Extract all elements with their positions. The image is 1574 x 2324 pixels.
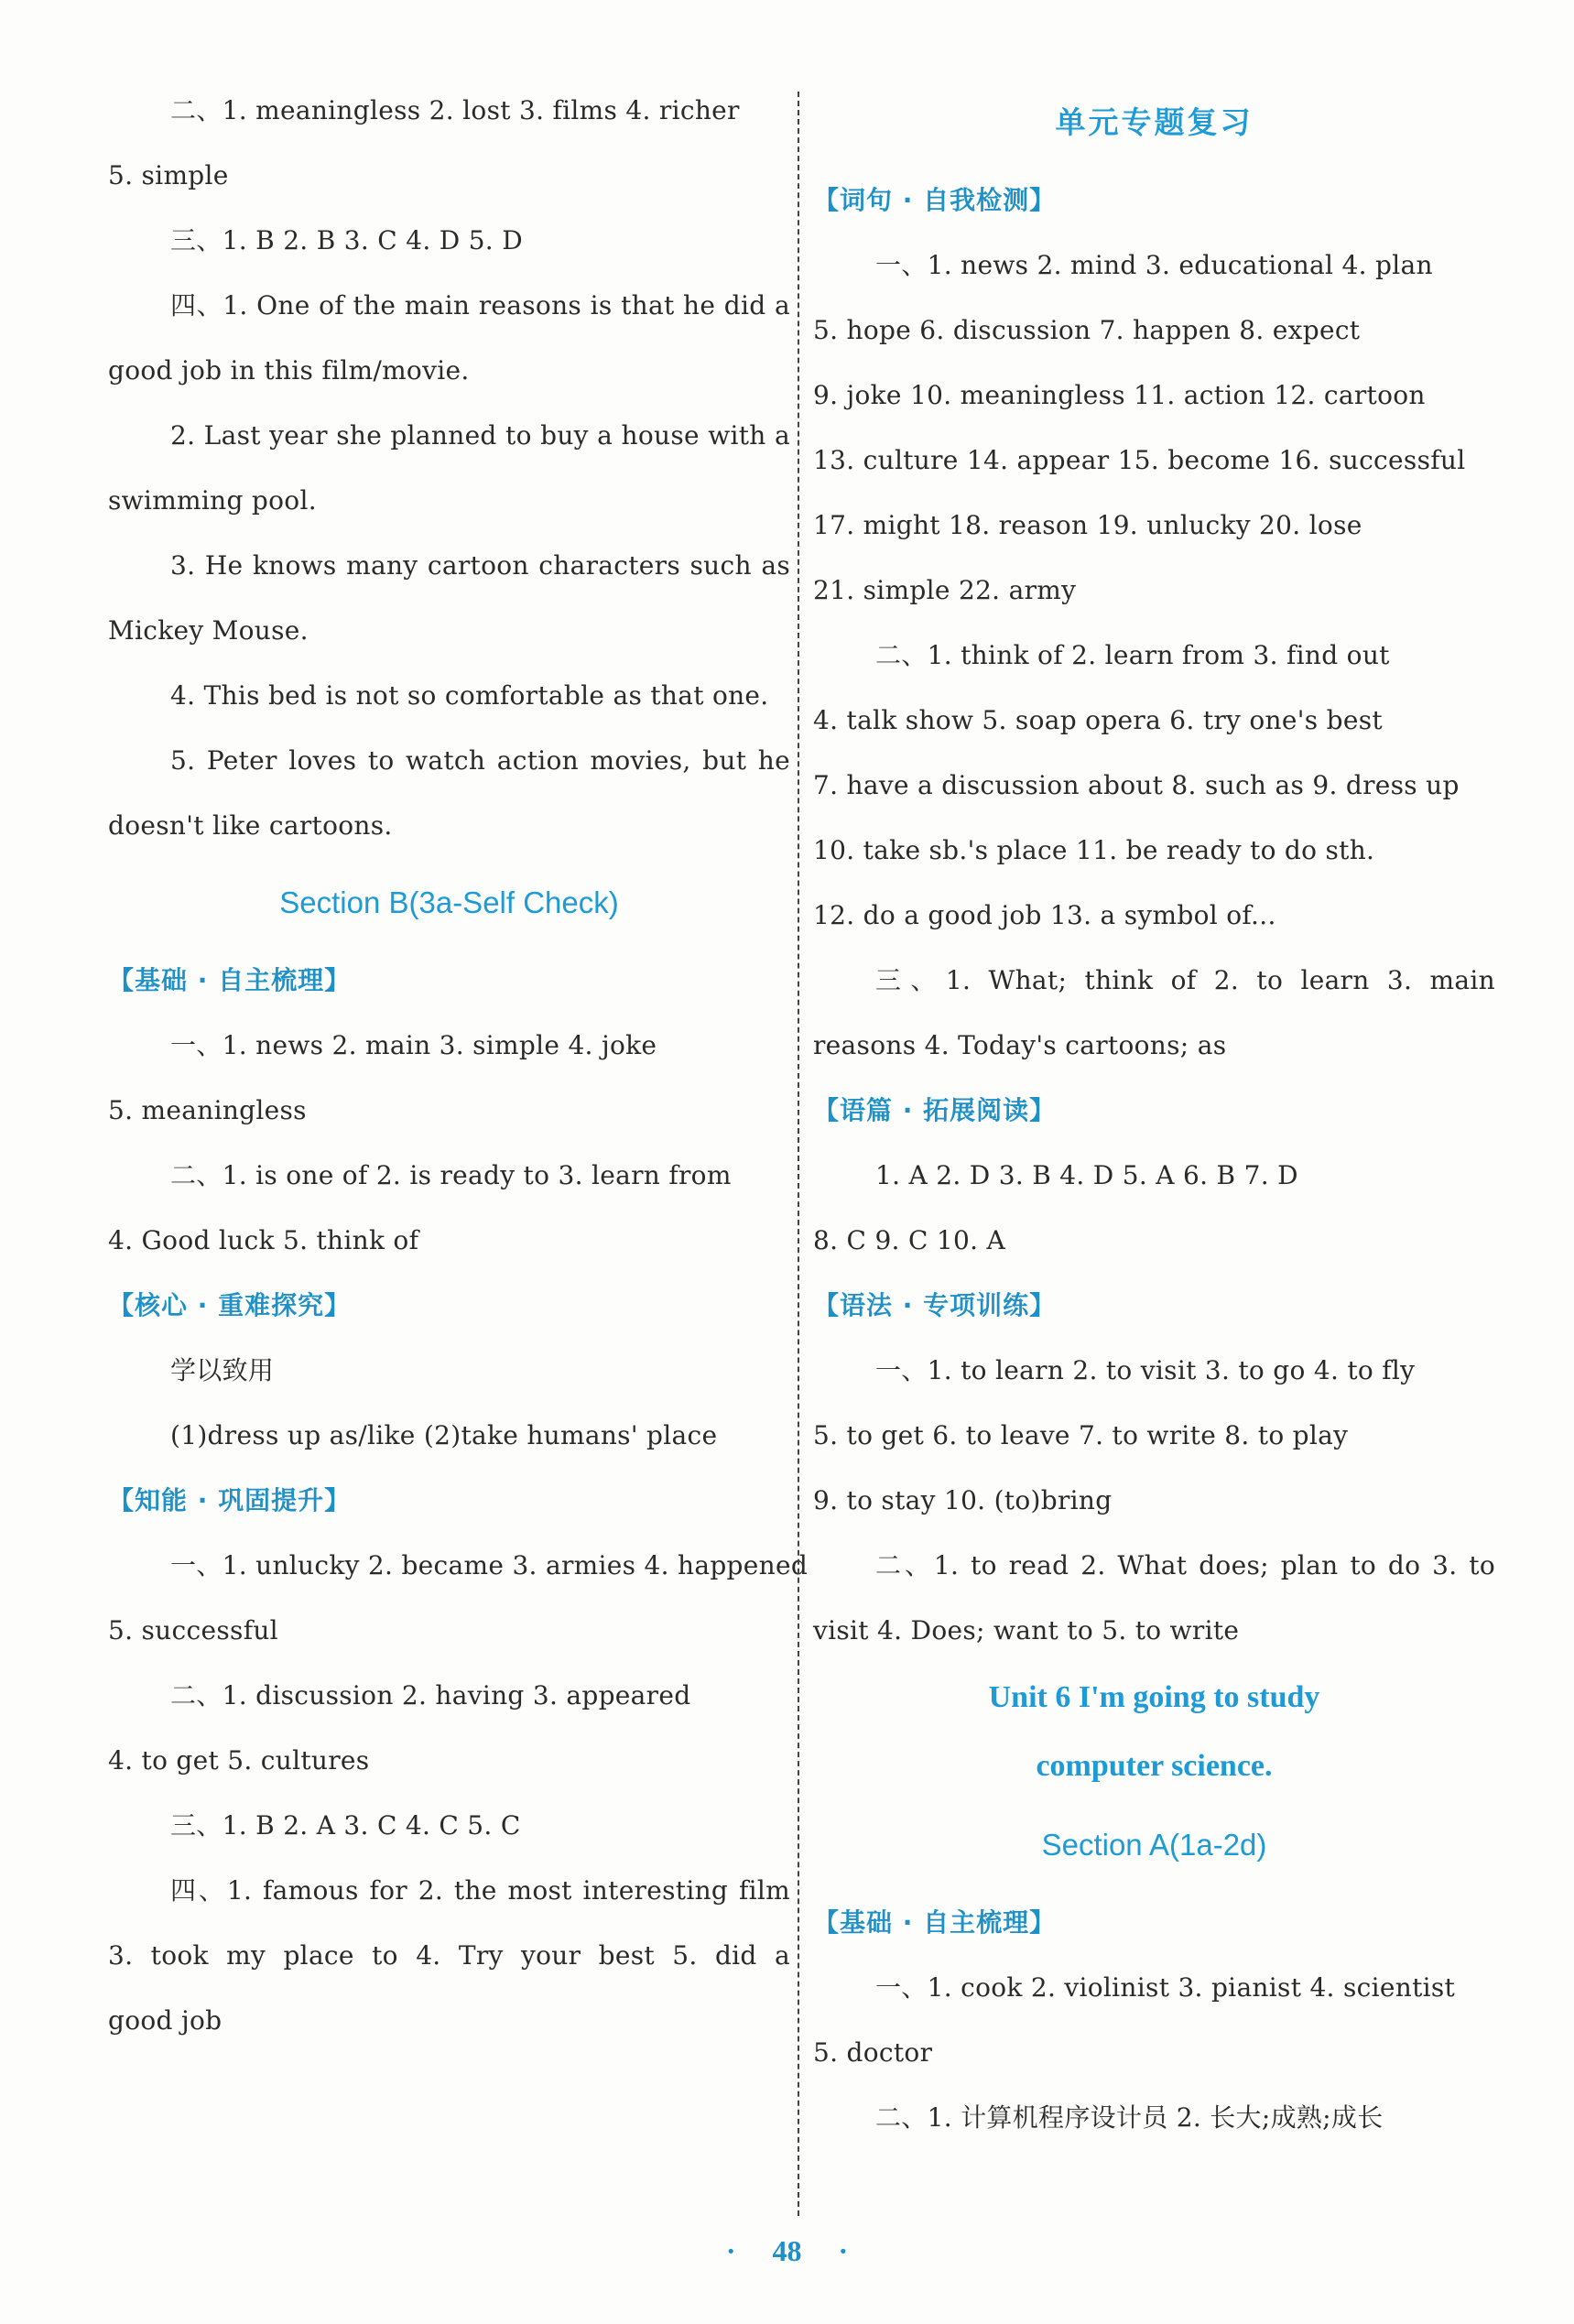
answer-line: 7. have a discussion about 8. such as 9. dress up xyxy=(813,770,1460,800)
answer-line: 5. Peter loves to watch action movies, but he xyxy=(170,745,790,776)
page-number xyxy=(0,2234,1574,2268)
page-number-value: 48 xyxy=(772,2234,802,2267)
answer-line: 9. to stay 10. (to)bring xyxy=(813,1485,1113,1515)
answer-line: good job in this film/movie. xyxy=(108,355,470,386)
answer-line: 学以致用 xyxy=(170,1355,275,1385)
answer-line: 三、1. B 2. A 3. C 4. C 5. C xyxy=(170,1810,521,1841)
answer-line: 5. to get 6. to leave 7. to write 8. to play xyxy=(813,1420,1349,1450)
left-column xyxy=(108,78,809,2053)
answer-line: 三、1. B 2. B 3. C 4. D 5. D xyxy=(170,225,523,255)
answer-line: 二、1. 计算机程序设计员 2. 长大;成熟;成长 xyxy=(875,2102,1384,2133)
answer-line: swimming pool. xyxy=(108,485,317,516)
section-heading: Section A(1a-2d) xyxy=(1041,1828,1267,1862)
subsection-heading: 【核心 · 重难探究】 xyxy=(108,1290,352,1320)
answer-line: 四、1. famous for 2. the most interesting film xyxy=(170,1875,790,1906)
dot-decoration: · xyxy=(838,2234,849,2267)
answer-line: 二、1. think of 2. learn from 3. find out xyxy=(875,640,1390,670)
column-divider xyxy=(798,92,799,2216)
answer-line: 10. take sb.'s place 11. be ready to do sth. xyxy=(813,835,1375,865)
answer-line: Mickey Mouse. xyxy=(108,615,309,646)
answer-line: visit 4. Does; want to 5. to write xyxy=(813,1615,1240,1645)
answer-line: 一、1. news 2. main 3. simple 4. joke xyxy=(170,1030,657,1060)
answer-line: 5. simple xyxy=(108,160,229,190)
answer-line: 17. might 18. reason 19. unlucky 20. lose xyxy=(813,510,1362,540)
answer-line: reasons 4. Today's cartoons; as xyxy=(813,1030,1227,1060)
right-column xyxy=(813,78,1495,2150)
answer-line: 1. A 2. D 3. B 4. D 5. A 6. B 7. D xyxy=(875,1160,1298,1190)
answer-line: 4. This bed is not so comfortable as that one. xyxy=(170,680,769,711)
answer-line: 3. took my place to 4. Try your best 5. did a xyxy=(108,1940,790,1971)
answer-line: doesn't like cartoons. xyxy=(108,810,393,841)
answer-line: 3. He knows many cartoon characters such as xyxy=(170,550,790,581)
answer-line: 一、1. cook 2. violinist 3. pianist 4. scientist xyxy=(875,1972,1456,2003)
subsection-heading: 【词句 · 自我检测】 xyxy=(813,185,1057,215)
answer-line: 5. successful xyxy=(108,1615,278,1645)
subsection-heading: 【知能 · 巩固提升】 xyxy=(108,1485,352,1515)
subsection-heading: 【基础 · 自主梳理】 xyxy=(813,1907,1057,1938)
answer-line: 8. C 9. C 10. A xyxy=(813,1225,1006,1255)
answer-line: 2. Last year she planned to buy a house with a xyxy=(170,420,790,451)
answer-line: 二、1. to read 2. What does; plan to do 3. to xyxy=(875,1550,1495,1580)
answer-line: 13. culture 14. appear 15. become 16. successful xyxy=(813,445,1466,475)
answer-line: 三、1. What; think of 2. to learn 3. main xyxy=(875,965,1495,995)
answer-line: good job xyxy=(108,2005,223,2036)
section-heading: Section B(3a-Self Check) xyxy=(279,885,619,919)
subsection-heading: 【语篇 · 拓展阅读】 xyxy=(813,1095,1057,1125)
answer-line: 21. simple 22. army xyxy=(813,575,1077,605)
answer-line: 12. do a good job 13. a symbol of... xyxy=(813,900,1276,930)
answer-line: 二、1. discussion 2. having 3. appeared xyxy=(170,1680,691,1710)
unit-title: Unit 6 I'm going to study xyxy=(988,1680,1320,1714)
answer-line: 4. to get 5. cultures xyxy=(108,1745,370,1776)
unit-title: computer science. xyxy=(1036,1749,1273,1783)
answer-line: 4. talk show 5. soap opera 6. try one's best xyxy=(813,705,1383,735)
answer-line: 一、1. news 2. mind 3. educational 4. plan xyxy=(875,250,1433,280)
answer-line: 4. Good luck 5. think of xyxy=(108,1225,419,1255)
chapter-heading: 单元专题复习 xyxy=(1055,104,1254,140)
answer-line: 9. joke 10. meaningless 11. action 12. cartoon xyxy=(813,380,1426,410)
answer-line: 一、1. to learn 2. to visit 3. to go 4. to fly xyxy=(875,1355,1416,1385)
answer-line: 5. meaningless xyxy=(108,1095,307,1125)
dot-decoration: · xyxy=(725,2234,736,2267)
subsection-heading: 【基础 · 自主梳理】 xyxy=(108,965,352,995)
answer-line: 5. hope 6. discussion 7. happen 8. expect xyxy=(813,315,1361,345)
answer-line: 四、1. One of the main reasons is that he did a xyxy=(170,290,790,320)
answer-line: 二、1. is one of 2. is ready to 3. learn from xyxy=(170,1160,732,1190)
answer-line: 5. doctor xyxy=(813,2037,933,2068)
answer-line: 二、1. meaningless 2. lost 3. films 4. richer xyxy=(170,95,740,125)
answer-line: (1)dress up as/like (2)take humans' place xyxy=(170,1420,718,1450)
answer-line: 一、1. unlucky 2. became 3. armies 4. happened xyxy=(170,1550,809,1580)
subsection-heading: 【语法 · 专项训练】 xyxy=(813,1290,1057,1320)
